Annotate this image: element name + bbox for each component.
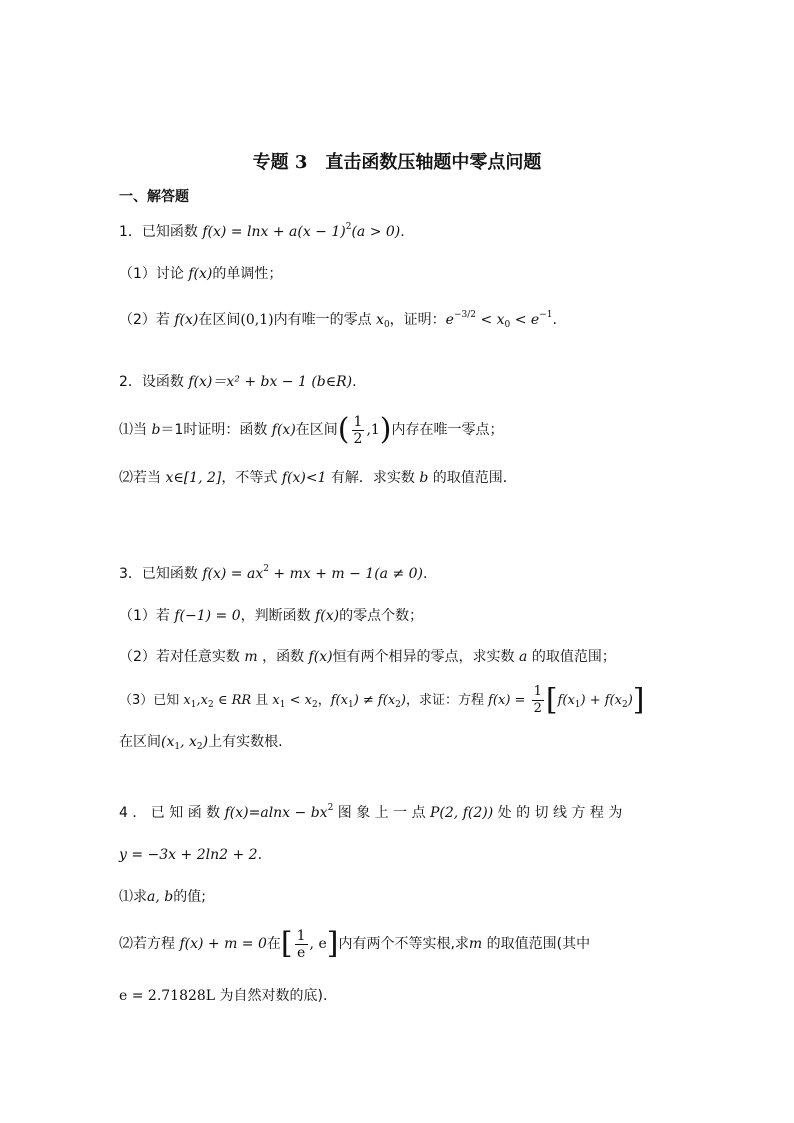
text: 上有实数根. [208,734,283,750]
math-sup: 2 [263,564,269,574]
text: 的单调性； [212,266,283,282]
math: , x [180,734,197,750]
text: 在区间 [119,734,161,750]
fraction-numerator: 1 [296,927,306,944]
text: . [257,847,263,863]
math: f(x) = ax [202,566,264,582]
math: , e [309,936,327,952]
text: （3）已知 [119,693,184,708]
problem-3-q2 [119,647,616,667]
text: 在 [266,936,281,952]
math: x [272,693,280,708]
math: e [445,312,454,328]
text: 图 象 上 一 点 [333,805,431,821]
fraction [532,684,544,717]
text: ，不等式 [221,470,282,486]
math: (x [161,734,175,750]
text: ，证明： [389,312,446,328]
math: < e [510,312,540,328]
text: 的取值范围； [527,649,616,665]
text: ⑴当 [119,422,152,438]
math: ,1 [366,422,380,438]
text: ⑴求 [119,889,147,905]
text: . [552,312,557,328]
text: 的值; [173,889,206,905]
text: . [352,374,357,390]
text: ， [317,693,331,708]
text: 为自然对数的底). [215,988,328,1004]
text: 内有唯一的零点 [273,312,377,328]
math: ) [400,693,406,708]
math: f(x) = [488,693,530,708]
text: 3．已知函数 [119,566,203,582]
math: f(x) [271,422,296,438]
fraction [352,414,365,447]
math-sub: 2 [395,700,401,710]
right-bracket: ] [632,682,645,718]
math: x∈[1, 2] [165,470,222,486]
math-sub: 0 [383,320,390,330]
math: f(x) [174,312,199,328]
math: b [151,422,161,438]
text: 在区间 [198,312,241,328]
problem-2-intro [119,372,357,392]
math: ,x [196,693,208,708]
text: 的零点个数； [339,608,424,624]
math: f(x) [188,266,213,282]
math: ) [627,693,633,708]
text: ，函数 [257,649,309,665]
text: （1）讨论 [119,266,189,282]
text: ，求证：方程 [405,693,489,708]
math: P(2, f(2)) [430,805,494,821]
math: f(x)=alnx − bx [224,805,328,821]
math: < x [476,312,505,328]
math: y = −3x + 2ln2 + 2 [119,847,258,863]
math: ) ≠ f(x [353,693,396,708]
text: 恒有两个相异的零点，求实数 [332,649,520,665]
fraction-denominator: e [296,944,306,961]
problem-4-q1 [119,887,206,907]
math-sub: 1 [279,700,286,710]
text: 4 ． 已 知 函 数 [119,805,225,821]
problem-3-q3 [119,679,645,723]
math: ) + f(x [580,693,622,708]
math: m [244,649,258,665]
left-paren: ( [337,412,350,447]
text: 且 [251,693,273,708]
right-bracket: ] [326,926,339,961]
math: f(−1) = 0 [174,608,241,624]
math-sub: 1 [347,700,354,710]
text: 1．已知函数 [119,224,203,240]
fraction-denominator: 2 [533,701,542,716]
math: e = 2.71828L [119,988,216,1004]
text: 的取值范围(其中 [482,936,591,952]
math: + mx + m − 1(a ≠ 0) [268,566,424,582]
text: ⑵若方程 [119,936,180,952]
text: （2）若 [119,312,175,328]
math-sup: −1 [539,310,553,320]
math-sub: 2 [196,742,203,752]
math: f(x) [315,608,340,624]
fraction-numerator: 1 [353,413,363,430]
math: (0,1) [240,312,274,328]
math-sub: 1 [190,700,197,710]
text: . [423,566,428,582]
problem-1-q2 [119,310,557,330]
text: 处 的 切 线 方 程 为 [493,805,623,821]
text: . [400,224,405,240]
math: f(x)＝x² + bx − 1 (b∈R) [188,374,353,390]
text: 在区间 [295,422,338,438]
math: x [183,693,191,708]
text: ，判断函数 [240,608,316,624]
text: （2）若对任意实数 [119,649,245,665]
problem-3-q3-line2 [119,732,283,752]
left-bracket: [ [545,682,558,718]
math-sup: −3/2 [453,310,476,320]
math: f(x)<1 [281,470,327,486]
math: a, b [147,889,174,905]
math-sub: 2 [312,700,318,710]
math: f(x) [308,649,333,665]
math-sub: 2 [621,700,628,710]
problem-2-q2 [119,468,517,488]
problem-2-q1 [119,408,504,452]
page-title: 专题 3 直击函数压轴题中零点问题 [252,152,542,173]
fraction-denominator: 2 [353,430,363,447]
text: 的取值范围． [428,470,517,486]
fraction [295,928,308,961]
left-bracket: [ [280,926,293,961]
math: (a > 0) [351,224,401,240]
problem-1-intro [119,222,405,242]
math: a [519,649,528,665]
problem-4-intro-line2 [119,845,262,865]
math: f(x [330,693,348,708]
math-sup: 2 [345,222,352,232]
math: x [376,312,384,328]
math: ) [202,734,209,750]
math-sub: 1 [174,742,181,752]
math-sub: 2 [207,700,214,710]
math: f(x) + m = 0 [179,936,267,952]
problem-4-q2 [119,922,590,966]
math: f(x) = lnx + a(x − 1) [202,224,346,240]
text: 内有两个不等实根,求 [338,936,469,952]
section-heading: 一、解答题 [119,189,189,205]
math: f(x [557,693,575,708]
text: 有解．求实数 [326,470,420,486]
problem-3-q1 [119,606,423,626]
right-paren: ) [379,412,392,447]
problem-1-q1 [119,264,282,284]
problem-4-q2-line2 [119,986,327,1006]
problem-4-intro [119,803,622,823]
text: （1）若 [119,608,175,624]
fraction-numerator: 1 [533,684,542,699]
math-sub: 1 [574,700,581,710]
text: ＝1时证明：函数 [160,422,272,438]
math: ∈ RR [213,693,252,708]
problem-3-intro [119,564,427,584]
text: 内存在唯一零点； [391,422,504,438]
math-sup: 2 [327,803,334,813]
math-sub: 0 [504,320,511,330]
text: ⑵若当 [119,470,166,486]
math: b [419,470,429,486]
text: 2．设函数 [119,374,189,390]
math: m [468,936,483,952]
math: < x [285,693,312,708]
